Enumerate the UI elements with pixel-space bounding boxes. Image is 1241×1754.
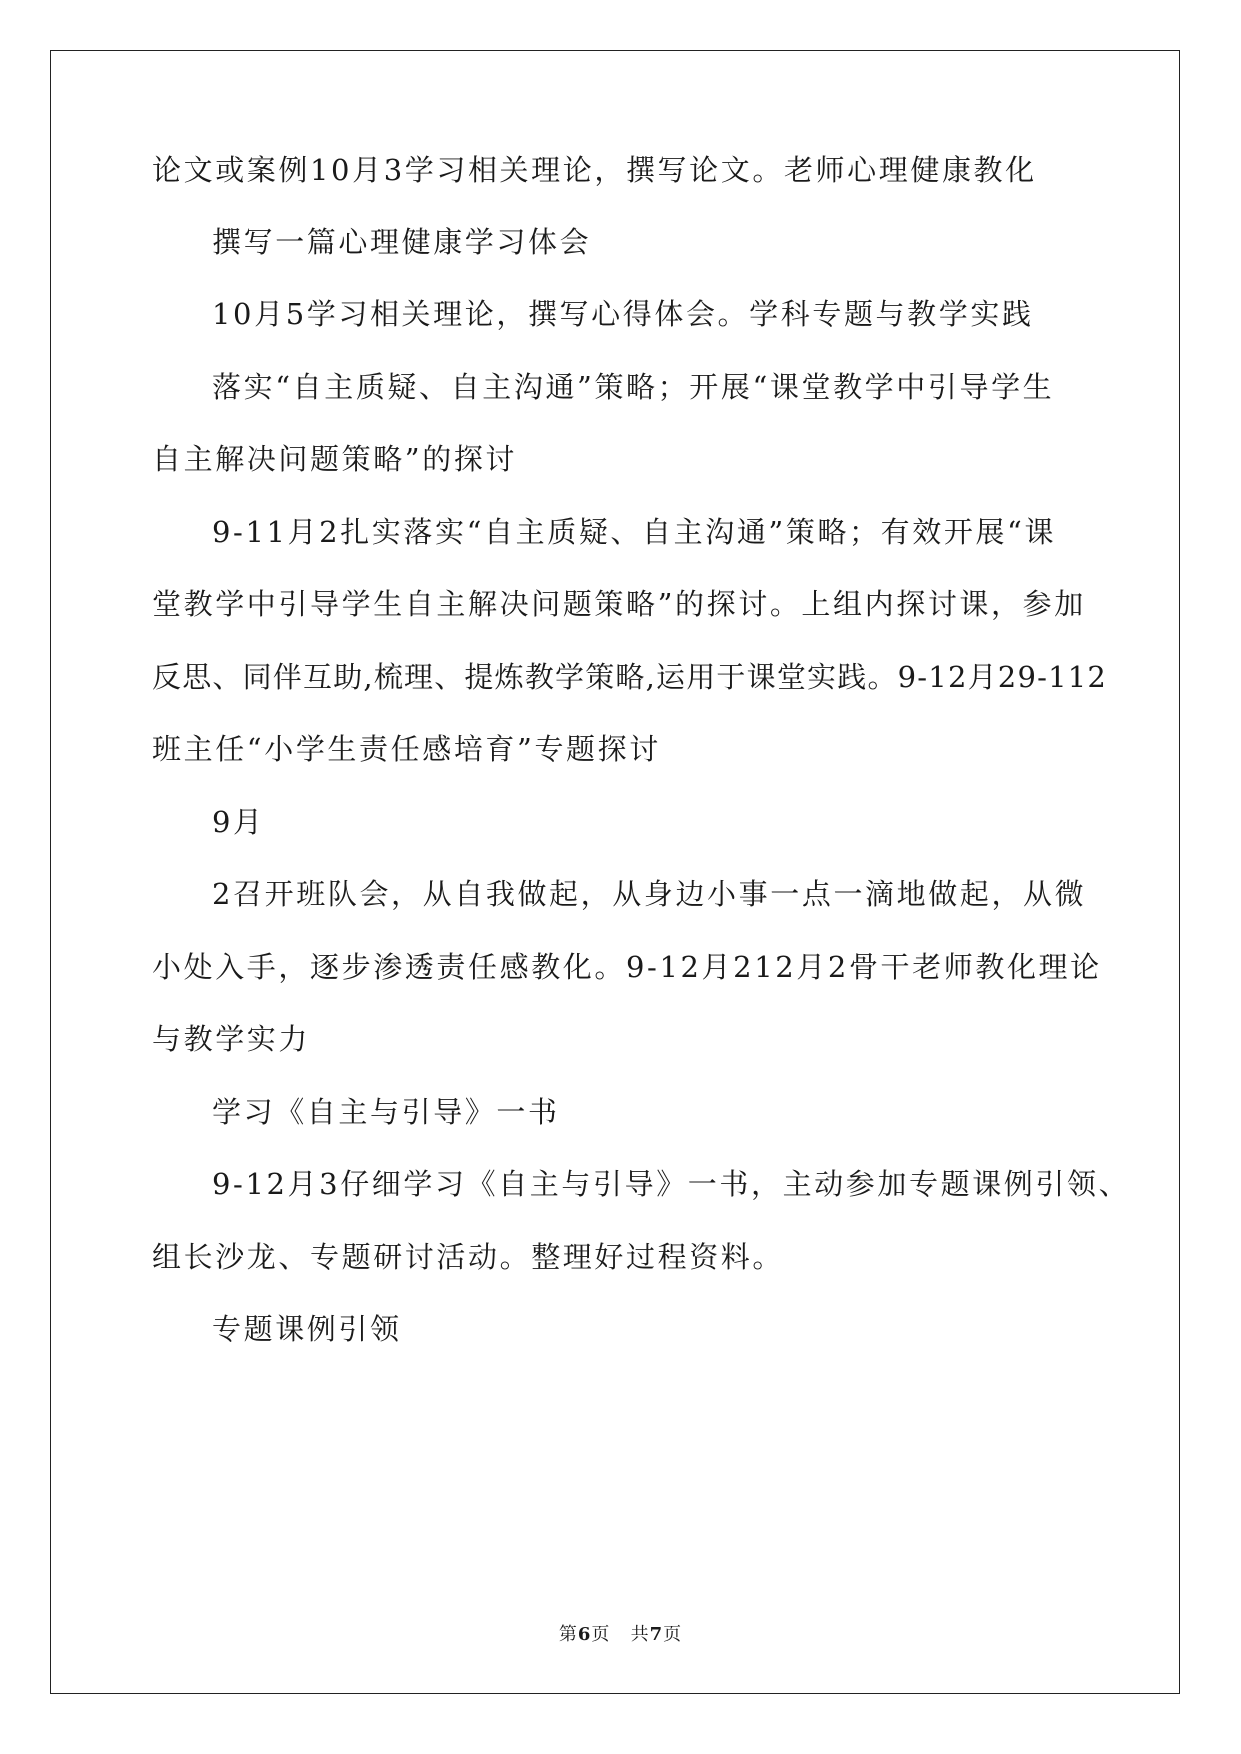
paragraph-line: 班主任“小学生责任感培育”专题探讨 — [152, 732, 661, 766]
paragraph-line: 9月 — [212, 805, 265, 839]
paragraph-line: 专题课例引领 — [212, 1312, 402, 1346]
paragraph-line: 小处入手，逐步渗透责任感教化。9-12月212月2骨干老师教化理论 — [152, 950, 1102, 984]
paragraph-line: 堂教学中引导学生自主解决问题策略”的探讨。上组内探讨课，参加 — [152, 587, 1086, 621]
paragraph-line: 组长沙龙、专题研讨活动。整理好过程资料。 — [152, 1240, 785, 1274]
paragraph-line: 论文或案例10月3学习相关理论，撰写论文。老师心理健康教化 — [152, 153, 1037, 187]
footer-mid: 页 共 — [591, 1624, 650, 1645]
paragraph-line: 落实“自主质疑、自主沟通”策略；开展“课堂教学中引导学生 — [212, 370, 1055, 404]
footer-suffix: 页 — [663, 1624, 683, 1645]
footer-page-current: 6 — [577, 1624, 592, 1645]
paragraph-line: 10月5学习相关理论，撰写心得体会。学科专题与教学实践 — [212, 297, 1034, 331]
paragraph-line: 9-12月3仔细学习《自主与引导》一书，主动参加专题课例引领、 — [212, 1167, 1131, 1201]
paragraph-line: 反思、同伴互助,梳理、提炼教学策略,运用于课堂实践。9-12月29-112 — [152, 660, 1108, 694]
paragraph-line: 自主解决问题策略”的探讨 — [152, 442, 518, 476]
paragraph-line: 撰写一篇心理健康学习体会 — [212, 225, 592, 259]
paragraph-line: 2召开班队会，从自我做起，从身边小事一点一滴地做起，从微 — [212, 877, 1087, 911]
footer-prefix: 第 — [558, 1624, 578, 1645]
footer-page-total: 7 — [649, 1624, 664, 1645]
paragraph-line: 学习《自主与引导》一书 — [212, 1095, 560, 1129]
page-footer — [0, 1620, 1241, 1646]
paragraph-line: 9-11月2扎实落实“自主质疑、自主沟通”策略；有效开展“课 — [212, 515, 1057, 549]
paragraph-line: 与教学实力 — [152, 1022, 311, 1056]
